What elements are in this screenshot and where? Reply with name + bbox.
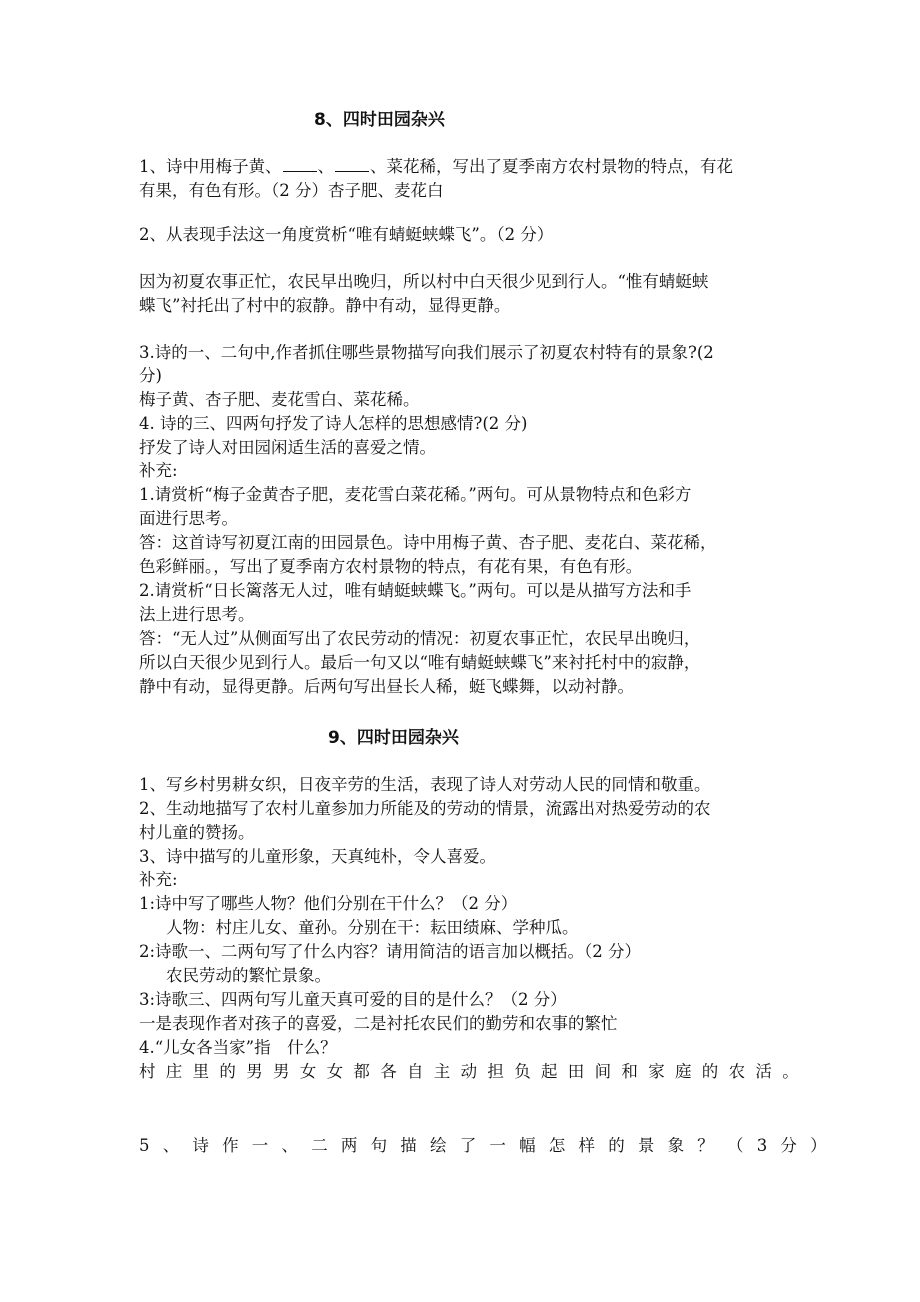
section-8-title: 8、四时田园杂兴 [314, 110, 445, 130]
s8-question-2: 2、从表现手法这一角度赏析“唯有蜻蜓蛱蝶飞”。（2 分） [139, 225, 554, 244]
s9-question-1: 1:诗中写了哪些人物？他们分别在干什么？（2 分） [139, 894, 518, 913]
s8-supplement-1-answer-line-2: 色彩鲜丽。，写出了夏季南方农村景物的特点，有花有果，有色有形。 [139, 557, 643, 576]
section-9-title: 9、四时田园杂兴 [328, 728, 459, 748]
s8-answer-2-line-1: 因为初夏农事正忙，农民早出晚归，所以村中白天很少见到行人。“惟有蜻蜓蛱 [139, 272, 709, 291]
s8-supplement-2-answer-line-1: 答：“无人过”从侧面写出了农民劳动的情况：初夏农事正忙，农民早出晚归， [139, 629, 701, 648]
s8-question-4: 4. 诗的三、四两句抒发了诗人怎样的思想感情?(2 分) [139, 414, 528, 433]
s8-supplement-2-answer-line-3: 静中有动，显得更静。后两句写出昼长人稀，蜓飞蝶舞，以动衬静。 [139, 677, 634, 696]
s9-point-2-line-2: 村儿童的赞扬。 [139, 823, 255, 842]
s9-answer-2: 农民劳动的繁忙景象。 [166, 966, 331, 985]
s8-supplement-1-answer-line-1: 答：这首诗写初夏江南的田园景色。诗中用梅子黄、杏子肥、麦花白、菜花稀， [139, 533, 717, 552]
s8-supplement-2-line-1: 2.请赏析“日长篱落无人过，唯有蜻蜓蛱蝶飞。”两句。可以是从描写方法和手 [139, 581, 692, 600]
s8-supplement-heading: 补充: [139, 461, 178, 480]
s8-answer-4: 抒发了诗人对田园闲适生活的喜爱之情。 [139, 438, 436, 457]
s8-question-1-line-2: 有果，有色有形。（2 分）杏子肥、麦花白 [139, 181, 444, 200]
s9-answer-3: 一是表现作者对孩子的喜爱，二是衬托农民们的勤劳和农事的繁忙 [139, 1014, 618, 1033]
s9-question-5: 5、诗作一、二两句描绘了一幅怎样的景象？（3分） [139, 1136, 840, 1155]
s9-answer-1: 人物：村庄儿女、童孙。分别在干：耘田绩麻、学种瓜。 [166, 918, 579, 937]
s9-question-2: 2:诗歌一、二两句写了什么内容？请用简洁的语言加以概括。（2 分） [139, 942, 642, 961]
s8-answer-3: 梅子黄、杏子肥、麦花雪白、菜花稀。 [139, 390, 420, 409]
answer-blank [335, 156, 369, 172]
s8-supplement-2-line-2: 法上进行思考。 [139, 605, 255, 624]
s9-point-3: 3、诗中描写的儿童形象，天真纯朴，令人喜爱。 [139, 847, 496, 866]
s8-question-3-line-1: 3.诗的一、二句中,作者抓住哪些景物描写向我们展示了初夏农村特有的景象?(2 [139, 343, 714, 362]
s8-question-1-line-1: 1、诗中用梅子黄、 、 、菜花稀，写出了夏季南方农村景物的特点，有花 [139, 157, 733, 176]
s9-answer-4: 村庄里的男男女女都各自主动担负起田间和家庭的农活。 [139, 1062, 809, 1081]
s8-question-3-line-2: 分) [139, 366, 162, 385]
s9-point-2-line-1: 2、生动地描写了农村儿童参加力所能及的劳动的情景，流露出对热爱劳动的农 [139, 799, 711, 818]
s8-answer-2-line-2: 蝶飞”衬托出了村中的寂静。静中有动，显得更静。 [139, 296, 511, 315]
s8-supplement-2-answer-line-2: 所以白天很少见到行人。最后一句又以“唯有蜻蜓蛱蝶飞”来衬托村中的寂静， [139, 653, 701, 672]
s8-supplement-1-line-1: 1.请赏析“梅子金黄杏子肥，麦花雪白菜花稀。”两句。可从景物特点和色彩方 [139, 485, 692, 504]
s9-question-4: 4.“儿女各当家”指 什么？ [139, 1038, 337, 1057]
answer-blank [283, 156, 317, 172]
s9-point-1: 1、写乡村男耕女织，日夜辛劳的生活，表现了诗人对劳动人民的同情和敬重。 [139, 775, 711, 794]
s9-supplement-heading: 补充: [139, 870, 178, 889]
s8-supplement-1-line-2: 面进行思考。 [139, 509, 238, 528]
s9-question-3: 3:诗歌三、四两句写儿童天真可爱的目的是什么？（2 分） [139, 990, 567, 1009]
